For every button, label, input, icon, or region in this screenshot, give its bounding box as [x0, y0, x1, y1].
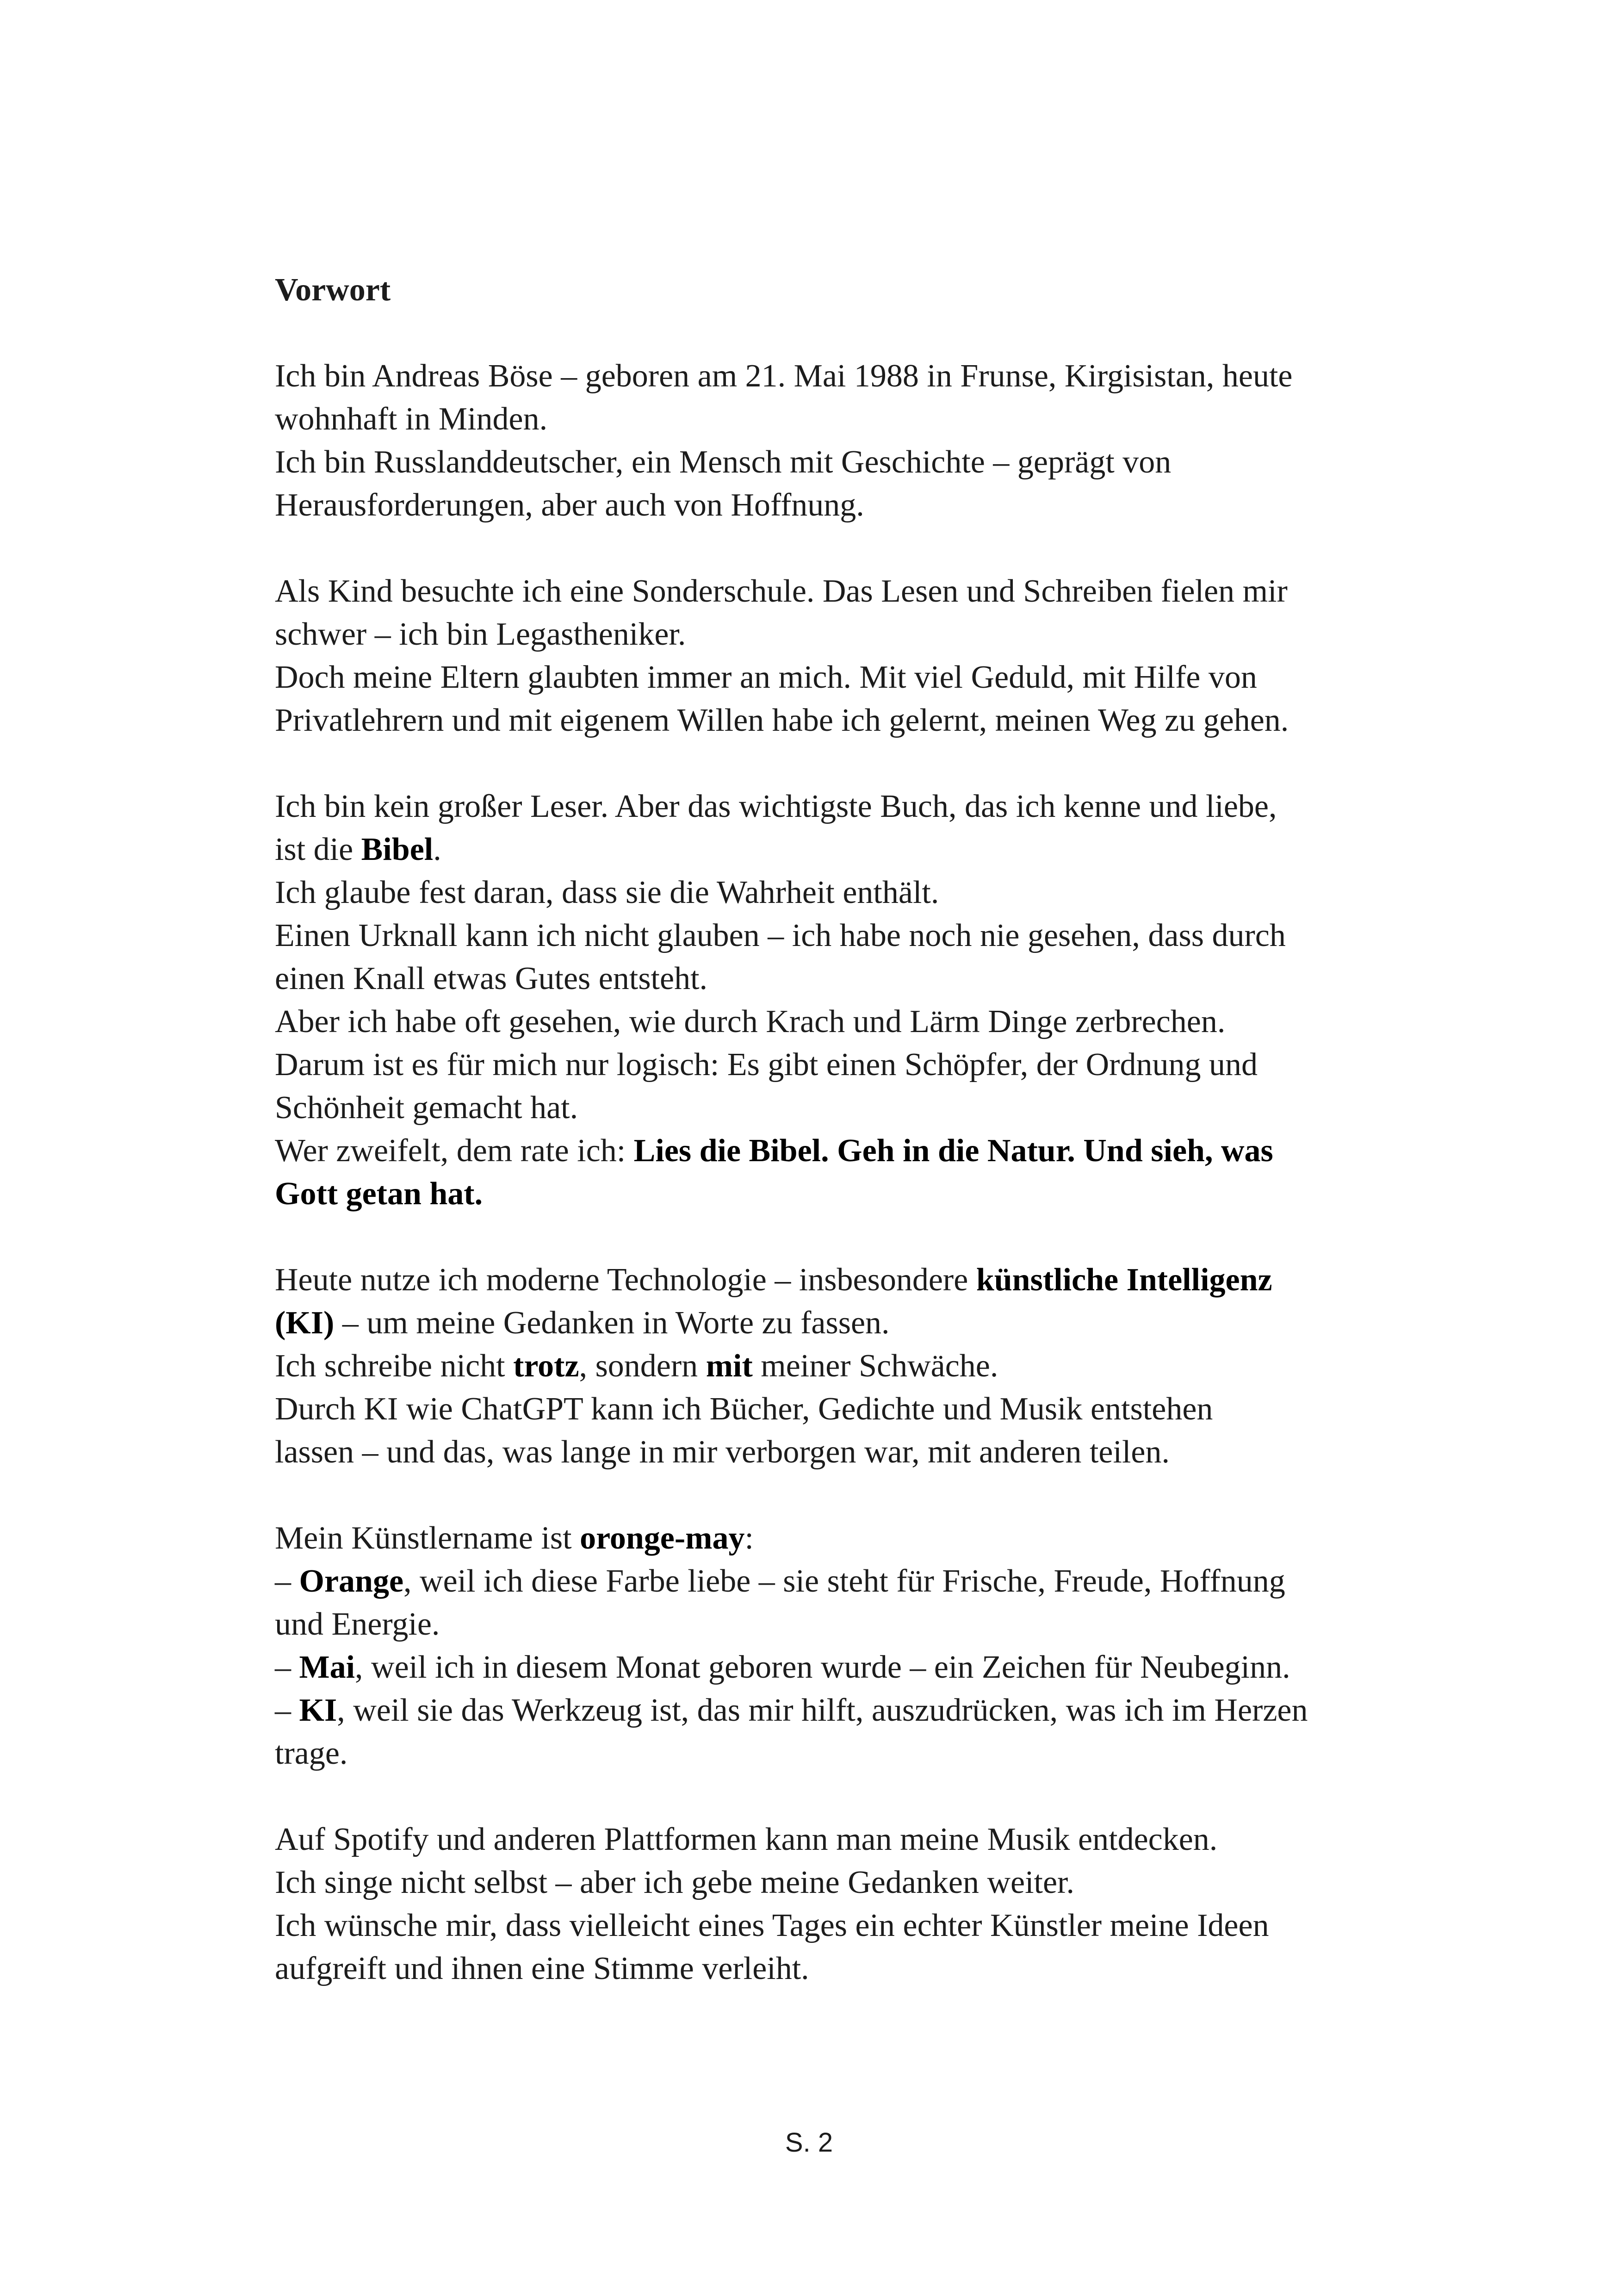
text-line: Ich bin Russlanddeutscher, ein Mensch mit Geschichte – geprägt von — [275, 444, 1172, 480]
text-line: Einen Urknall kann ich nicht glauben – ich habe noch nie gesehen, dass durch — [275, 918, 1286, 953]
text-line: Schönheit gemacht hat. — [275, 1090, 578, 1126]
text-line — [275, 1129, 1353, 1172]
text-line — [275, 1301, 1353, 1344]
text-line — [275, 1689, 1353, 1732]
section-heading: Vorwort — [275, 272, 391, 308]
text-line: und Energie. — [275, 1606, 440, 1642]
text-line: einen Knall etwas Gutes entsteht. — [275, 961, 708, 996]
text-line — [275, 828, 1353, 871]
text-line: trage. — [275, 1736, 348, 1771]
text-span: Ich schreibe nicht — [275, 1348, 514, 1384]
bold-text: Mai — [299, 1649, 355, 1685]
text-line: Ich wünsche mir, dass vielleicht eines Tages ein echter Künstler meine Ideen — [275, 1908, 1269, 1943]
text-span: : — [744, 1520, 754, 1556]
text-line — [275, 1258, 1353, 1301]
text-span: – — [275, 1692, 299, 1728]
text-line: Ich glaube fest daran, dass sie die Wahrheit enthält. — [275, 875, 939, 910]
bold-text: Gott getan hat. — [275, 1176, 483, 1212]
paragraph-artist-name — [275, 1517, 1353, 1775]
text-span: , weil ich in diesem Monat geboren wurde – ein Zeichen für Neubeginn. — [355, 1649, 1290, 1685]
bold-text: Bibel — [361, 832, 434, 867]
text-line: Privatlehrern und mit eigenem Willen habe ich gelernt, meinen Weg zu gehen. — [275, 703, 1289, 738]
document-body — [275, 268, 1353, 2033]
text-line: Darum ist es für mich nur logisch: Es gibt einen Schöpfer, der Ordnung und — [275, 1047, 1258, 1083]
text-line: Doch meine Eltern glaubten immer an mich. Mit viel Geduld, mit Hilfe von — [275, 660, 1257, 695]
text-span: , weil ich diese Farbe liebe – sie steht für Frische, Freude, Hoffnung — [403, 1563, 1285, 1599]
text-span: – um meine Gedanken in Worte zu fassen. — [334, 1305, 890, 1341]
text-line: Als Kind besuchte ich eine Sonderschule. Das Lesen und Schreiben fielen mir — [275, 573, 1288, 609]
text-span: , sondern — [579, 1348, 706, 1384]
text-line: Aber ich habe oft gesehen, wie durch Krach und Lärm Dinge zerbrechen. — [275, 1004, 1226, 1039]
paragraph-music — [275, 1818, 1353, 1990]
text-span: . — [433, 832, 441, 867]
text-span: meiner Schwäche. — [752, 1348, 998, 1384]
bold-text: mit — [706, 1348, 753, 1384]
text-line: Ich bin Andreas Böse – geboren am 21. Mai 1988 in Frunse, Kirgisistan, heute — [275, 358, 1293, 394]
text-span: ist die — [275, 832, 361, 867]
text-line: aufgreift und ihnen eine Stimme verleiht. — [275, 1951, 809, 1986]
bold-text: oronge-may — [580, 1520, 745, 1556]
bold-text: Orange — [299, 1563, 404, 1599]
text-line: Auf Spotify und anderen Plattformen kann man meine Musik entdecken. — [275, 1822, 1218, 1857]
bold-text: Lies die Bibel. Geh in die Natur. Und sieh, was — [633, 1133, 1273, 1169]
text-span: , weil sie das Werkzeug ist, das mir hilft, auszudrücken, was ich im Herzen — [337, 1692, 1308, 1728]
text-line: lassen – und das, was lange in mir verborgen war, mit anderen teilen. — [275, 1434, 1170, 1470]
text-line — [275, 1172, 1353, 1215]
text-span: Mein Künstlername ist — [275, 1520, 580, 1556]
paragraph-technology — [275, 1258, 1353, 1474]
text-line: Ich singe nicht selbst – aber ich gebe meine Gedanken weiter. — [275, 1865, 1074, 1900]
text-span: – — [275, 1649, 299, 1685]
bold-text: KI — [299, 1692, 337, 1728]
paragraph-faith — [275, 785, 1353, 1215]
text-span: Wer zweifelt, dem rate ich: — [275, 1133, 634, 1169]
text-line: wohnhaft in Minden. — [275, 401, 548, 437]
paragraph-childhood — [275, 570, 1353, 742]
text-line — [275, 1344, 1353, 1388]
bold-text: künstliche Intelligenz — [976, 1262, 1272, 1298]
text-line: Durch KI wie ChatGPT kann ich Bücher, Gedichte und Musik entstehen — [275, 1391, 1213, 1427]
page-number: S. 2 — [785, 2128, 833, 2158]
paragraph-intro — [275, 355, 1353, 527]
text-line: Herausforderungen, aber auch von Hoffnung. — [275, 487, 864, 523]
text-span: – — [275, 1563, 299, 1599]
text-span: Heute nutze ich moderne Technologie – insbesondere — [275, 1262, 976, 1298]
bold-text: trotz — [513, 1348, 579, 1384]
text-line: schwer – ich bin Legastheniker. — [275, 616, 686, 652]
text-line — [275, 1560, 1353, 1603]
text-line — [275, 1517, 1353, 1560]
bold-text: (KI) — [275, 1305, 335, 1341]
text-line — [275, 1646, 1353, 1689]
text-line: Ich bin kein großer Leser. Aber das wichtigste Buch, das ich kenne und liebe, — [275, 789, 1277, 824]
